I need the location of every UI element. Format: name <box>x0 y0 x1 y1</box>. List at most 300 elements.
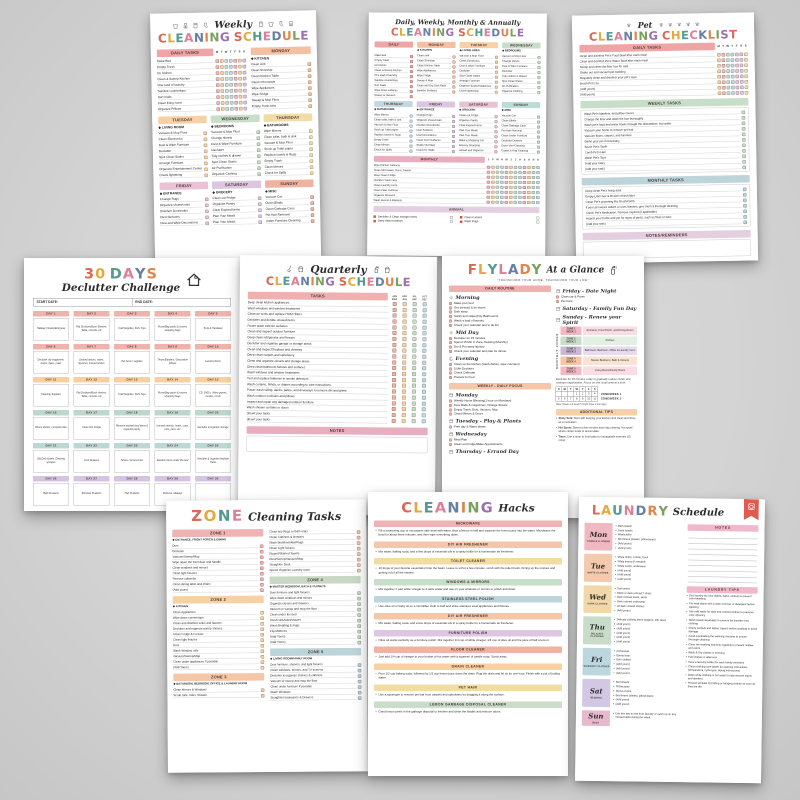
checkbox <box>518 176 522 179</box>
checkbox <box>357 635 361 639</box>
laundry-item-label: (Add yours) <box>617 573 632 577</box>
checkbox <box>204 132 208 136</box>
annual-column <box>373 214 453 224</box>
start-date-field: START DATE: <box>34 299 133 307</box>
task-label: Check lightening <box>459 89 493 94</box>
task-label: (Add Yours) <box>270 633 356 639</box>
checkbox <box>358 691 362 695</box>
laundry-tip <box>686 602 757 610</box>
task-label: Vacuum floors, carpets, and furniture <box>584 131 740 139</box>
bullet-icon: • <box>614 577 616 581</box>
checkbox <box>496 201 500 204</box>
calendar-row-label: ZONE/WEEK 2 <box>601 397 622 401</box>
routine-heading <box>556 306 637 312</box>
checkbox <box>392 314 396 318</box>
task-label: Clean under appliances if possible <box>173 659 259 665</box>
checkbox <box>204 162 208 166</box>
bullet-square <box>460 220 463 223</box>
page-title: L A U N D R Y <box>591 502 669 519</box>
quarter-cell-slot <box>409 390 418 394</box>
laundry-item-label: (Add yours) <box>615 698 630 702</box>
checkbox <box>238 65 242 69</box>
checkbox <box>410 60 413 63</box>
day-card <box>114 344 150 374</box>
day-label <box>582 710 610 726</box>
annual-row <box>460 220 540 224</box>
laundry-item <box>615 578 682 582</box>
quarter-cell-slot <box>419 419 428 423</box>
room-label: ◆ LIVING AREA <box>459 49 480 53</box>
tip-lead: Timer: <box>558 435 567 439</box>
quarter-cell-slot <box>390 308 399 312</box>
quarter-label: JUL SEP <box>412 295 417 301</box>
towel-icon <box>192 22 199 29</box>
checkbox <box>449 319 452 322</box>
monthly-header-row <box>374 156 540 163</box>
task-label: Wash pet's food and water bowls through the dishwasher. Hot water <box>584 120 740 128</box>
checkbox <box>537 76 540 79</box>
checkbox <box>358 674 362 678</box>
routine-label: Check your calendar and to do list <box>454 323 499 327</box>
task-label: Tidy clothes & drawer <box>502 74 536 79</box>
checkbox <box>743 210 747 214</box>
zone-header: ZONE 5 <box>270 648 361 656</box>
day-card-header: DAY 25 <box>195 443 231 449</box>
checkbox <box>718 92 722 96</box>
checkbox <box>743 199 747 203</box>
bullet-icon: • <box>685 681 687 685</box>
checkbox <box>258 220 262 224</box>
checkbox <box>717 64 721 68</box>
checkbox <box>308 62 312 66</box>
checkbox <box>736 86 740 90</box>
task-label: Check for Spills <box>374 147 408 152</box>
laundry-tip <box>686 627 757 635</box>
checkbox <box>537 86 540 89</box>
task-label: Clean Pet's grooming like Brush/comb <box>586 197 742 205</box>
checkbox <box>491 165 495 168</box>
routine-title: Evening <box>455 355 479 362</box>
checkbox <box>422 349 426 353</box>
task-label: (Add yours) <box>580 90 717 98</box>
month-letter: M <box>505 158 508 162</box>
checkbox <box>225 77 229 81</box>
calendar-day-letter: S <box>556 387 563 392</box>
checkbox <box>500 166 504 169</box>
bullet-icon: • <box>614 595 616 599</box>
day-letter: T <box>722 44 725 48</box>
quarter-cell-slot <box>420 337 429 341</box>
checkbox <box>412 314 416 318</box>
zone-row <box>561 366 638 375</box>
bullet-icon: • <box>614 622 616 626</box>
hack-header: MICROWAVE <box>374 520 562 527</box>
day-card-task: Remove expired food items & organize pantry <box>114 417 150 440</box>
checkbox <box>204 138 208 142</box>
task-label: Inspect your home and pet for signs of pests, such as fleas or ticks <box>586 213 742 221</box>
month-letter: A <box>519 158 521 162</box>
checkbox <box>234 65 238 69</box>
day-card <box>582 710 680 727</box>
checkbox <box>238 83 242 87</box>
bullet-icon: • <box>613 640 615 644</box>
zone-area-cell: Master Bedroom, Bath & Closets <box>583 356 637 365</box>
page-title: F L Y L A D Y <box>467 262 543 278</box>
laundry-tip <box>686 665 757 673</box>
checkbox <box>410 55 413 58</box>
checkbox <box>717 75 721 79</box>
task-label: Declutter <box>211 146 255 153</box>
bullet-icon: • <box>375 710 377 714</box>
calendar-row-label: ZONE/WEEK 1 <box>601 392 622 396</box>
task-label: Declutter and donate unused items <box>248 317 389 324</box>
day-card <box>114 476 150 506</box>
day-card-header: DAY 19 <box>155 410 191 416</box>
hack-text <box>376 621 561 625</box>
bullet-icon: • <box>614 635 615 639</box>
cal-icon <box>556 318 561 323</box>
laundry-item-label: White shirts, t-shirts, frock <box>617 555 649 560</box>
routine-label: 5 Min Declutter <box>454 367 474 371</box>
page-header <box>33 265 231 294</box>
checkbox <box>449 367 452 370</box>
hack-header: WINDOWS & MIRRORS <box>374 579 562 586</box>
laundry-item-label: (Add yours) <box>616 662 630 667</box>
checkbox <box>410 115 413 118</box>
checkbox <box>357 569 361 573</box>
checkbox <box>740 75 744 79</box>
task-row <box>173 692 264 698</box>
routine-item <box>449 372 551 375</box>
checkbox <box>409 140 412 143</box>
task-label: Wipe Mirrors <box>374 112 408 117</box>
month-letter: J <box>487 158 490 162</box>
task-label: Bathe your pet if necessary <box>585 136 741 144</box>
task-row <box>173 664 264 670</box>
checkbox <box>260 628 264 632</box>
bullet-square <box>460 216 463 219</box>
checkbox <box>742 144 746 148</box>
bullet-icon: • <box>375 672 377 676</box>
hack-header: STAINLESS STEEL POLISH <box>374 596 562 603</box>
task-label: (Add your task) <box>585 164 741 172</box>
hack-description: Olive oil works perfectly as a furniture polish. Mix together 1/4 cup of white vinegar, 1/4 cup of olive oil and the juice of half a lemon. <box>378 638 550 642</box>
laundry-item-label: Use this day to rest from laundry or catch up on any missed tasks during the week. <box>615 712 677 720</box>
checkbox <box>422 355 426 359</box>
zone-week-cell <box>561 346 582 355</box>
day-header: MONDAY <box>251 46 311 55</box>
day-name: Tue <box>590 562 606 571</box>
checkbox <box>308 98 312 102</box>
checkbox <box>412 390 416 394</box>
checkbox <box>726 58 730 62</box>
checkbox <box>412 355 416 359</box>
checkbox <box>309 153 313 157</box>
day-letter: T <box>731 44 734 48</box>
checkbox <box>392 308 396 312</box>
checkbox <box>536 216 539 219</box>
task-row <box>270 694 361 700</box>
checkbox <box>234 107 238 111</box>
quarter-cell-slot <box>409 384 418 388</box>
checkbox <box>238 71 242 75</box>
task-label: Clean air vents and replace HVAC filters <box>248 311 389 318</box>
paw-icon <box>676 22 682 28</box>
quarter-cell-slot <box>400 372 409 376</box>
page-laundry-schedule <box>575 497 765 784</box>
checkbox <box>494 145 497 148</box>
checkbox <box>216 83 220 87</box>
checkbox <box>452 90 455 93</box>
day-letter: S <box>744 44 747 48</box>
day-card-task: Unused decors, vases, figurines, framed photos <box>74 351 110 374</box>
task-label: Grocery Shopping <box>459 143 493 148</box>
checkbox <box>527 201 531 204</box>
page-flylady-at-a-glance <box>442 256 644 518</box>
calendar-cell: 5 <box>556 396 563 401</box>
checkbox <box>496 196 500 199</box>
bullet-icon: • <box>614 587 616 591</box>
laundry-tip <box>685 674 756 682</box>
checkbox <box>509 201 513 204</box>
calendar-cell: 3 <box>586 391 593 396</box>
checkbox <box>258 196 262 200</box>
task-label: Clean Cabinets & Drawers <box>269 534 355 540</box>
checkbox <box>500 191 504 194</box>
checkbox <box>735 69 739 73</box>
checkbox <box>744 53 748 57</box>
task-label: Clean Mirrors & Windows <box>173 687 259 693</box>
tip-body: Spend a few minutes each day clearing "hot spots" where clutter tends to accumulate. <box>558 426 634 433</box>
bullet-icon: • <box>615 529 617 533</box>
task-label: Empty Litter box & fill with refresh litter <box>585 191 741 199</box>
task-label: Clear Expired Items <box>213 206 257 213</box>
room-label: ◆ ENTRANCE <box>416 108 435 112</box>
routine-title: Tuesday - Play & Plants <box>455 418 522 425</box>
checkbox <box>392 401 396 405</box>
day-card-header: DAY 10 <box>195 344 231 350</box>
checkbox <box>736 91 740 95</box>
bullet-icon: • <box>685 651 687 655</box>
checkbox <box>740 64 744 68</box>
day-column <box>417 42 456 99</box>
tip-body: Start with keeping your kitchen sink clean and shiny as a motivation <box>558 417 636 424</box>
checkbox <box>422 320 426 324</box>
checkbox <box>422 402 426 406</box>
task-label: Do Dishes <box>157 69 215 76</box>
checkbox <box>743 193 747 197</box>
task-label: Wash windows and window treatments <box>248 306 389 313</box>
task-label: Unload and Organize <box>459 148 493 153</box>
checkbox <box>505 196 509 199</box>
checkbox <box>494 135 497 138</box>
checkbox <box>537 131 540 134</box>
checkbox <box>402 407 406 411</box>
bucket-icon <box>384 266 392 274</box>
checkbox <box>452 140 455 143</box>
checkbox <box>487 170 491 173</box>
checkbox <box>357 536 361 540</box>
quarter-cell-slot <box>410 355 419 359</box>
checkbox <box>722 86 726 90</box>
checkbox <box>392 366 396 370</box>
section-header: MONTHLY <box>374 156 485 163</box>
task-label: Wipe down the front door and handle <box>172 559 258 565</box>
task-label: Clean Garbage Cans <box>502 123 536 128</box>
checkbox <box>204 150 208 154</box>
checkbox <box>216 65 220 69</box>
checkbox <box>309 135 313 139</box>
task-label: Clean microwave <box>251 78 306 85</box>
checkbox <box>509 176 513 179</box>
task-label: Brush Pet's fur <box>580 79 717 87</box>
day-letter: S <box>238 50 241 54</box>
day-card <box>74 311 110 341</box>
routine-title: Morning <box>455 295 480 301</box>
paw-icon <box>685 22 691 28</box>
room-label: ◆ KITCHEN <box>417 48 432 52</box>
quarter-cell-slot <box>409 401 418 405</box>
checkbox <box>229 83 233 87</box>
laundry-item-label: Dark jeans <box>617 587 630 591</box>
day-block <box>251 46 312 109</box>
checkbox <box>731 91 735 95</box>
day-card-task: Flat Surfaces/Book shelves, Table, console, etc <box>74 384 110 407</box>
laundry-item-label: (Add yours) <box>616 631 631 635</box>
task-label: Scrub Sink, toilet, Shower <box>173 692 259 698</box>
task-label: Deep clean kitchen appliances. <box>248 300 389 307</box>
checkbox <box>221 101 225 105</box>
hack-header: TOILET CLEANER <box>374 558 562 565</box>
checkbox <box>261 655 265 659</box>
laundry-item-label: Dark colored dress, skirts <box>616 595 647 600</box>
task-label: Vacuum & Mop Floor <box>502 54 536 59</box>
day-card-header: DAY 15 <box>195 377 231 383</box>
checkbox <box>452 80 455 83</box>
quarter-cell-slot <box>400 378 409 382</box>
checkbox <box>392 354 396 358</box>
calendar-day-letter: M <box>562 387 569 392</box>
laundry-item-label: (Add yours) <box>617 542 632 546</box>
checkbox <box>238 59 242 63</box>
task-label: Vacuum/Sweep/Mop <box>172 554 258 560</box>
routine-heading <box>449 393 551 399</box>
quarter-cell-slot <box>399 395 408 399</box>
quarter-cell-slot <box>390 337 399 341</box>
checkbox <box>392 395 396 399</box>
checkbox <box>449 376 452 379</box>
task-label: Clean light fixtures <box>173 637 259 643</box>
checkbox <box>402 320 406 324</box>
routine-item <box>449 363 551 366</box>
checkbox <box>518 201 522 204</box>
day-header: WEDNESDAY <box>502 42 541 48</box>
task-label: Dust and Wipe Decorations <box>160 219 204 226</box>
day-card-header: DAY 6 <box>33 344 69 350</box>
checkbox <box>505 191 509 194</box>
checkbox <box>536 176 540 179</box>
bullet-icon: • <box>686 610 688 614</box>
day-card-header: DAY 26 <box>33 476 69 482</box>
week-number: WEEK 4 <box>566 360 576 364</box>
checkbox <box>412 331 416 335</box>
day-block <box>263 113 313 176</box>
checkbox <box>422 337 426 341</box>
quarter-cell-slot <box>390 331 399 335</box>
quarter-cell-slot <box>420 343 429 347</box>
checkbox <box>309 147 313 151</box>
daily-routine-column <box>449 286 551 456</box>
checkbox <box>453 55 456 58</box>
day-schedule-column <box>582 523 683 731</box>
calendar-day-letter: S <box>592 387 599 392</box>
checkbox <box>449 408 452 411</box>
day-column <box>502 42 541 99</box>
task-row <box>416 148 455 153</box>
task-label: Clean Mirrors <box>264 163 308 170</box>
section-header: ANNUAL <box>373 206 539 213</box>
checkbox <box>412 396 416 400</box>
quarter-cell-slot <box>399 407 408 411</box>
task-label: Remove cobwebs <box>173 576 259 582</box>
task-label: Power wash siding, decks, patios, and driveways to remove dirt and grime <box>247 387 388 394</box>
bullet-icon: • <box>613 689 615 693</box>
checkbox <box>409 150 412 153</box>
task-label: Dust & Wipe Furniture <box>502 64 536 69</box>
checkbox <box>731 80 735 84</box>
checkbox <box>742 127 746 131</box>
checkbox <box>220 83 224 87</box>
day-letter: M <box>215 50 219 54</box>
checkbox <box>221 89 225 93</box>
routine-label: Declutter for 15 minutes <box>454 336 486 340</box>
checkbox <box>505 171 509 174</box>
bullet-icon: • <box>614 591 616 595</box>
checkbox <box>726 53 730 57</box>
checkbox <box>742 138 746 142</box>
zone-number: ZONE 4 <box>566 357 576 361</box>
checkbox <box>261 689 265 693</box>
task-label: Deep clean carpets and upholstery <box>247 352 388 359</box>
task-label: Deep clean Pet's living area <box>585 186 741 194</box>
checkbox <box>260 545 264 549</box>
laundry-tip <box>686 656 757 660</box>
checkbox <box>449 315 452 318</box>
checkbox <box>487 165 491 168</box>
checkbox <box>220 65 224 69</box>
annual-row <box>373 215 453 219</box>
checkbox <box>392 378 396 382</box>
task-label: Speed Organize Laundry room <box>270 567 356 573</box>
task-label: Vacuum & Mop Floor <box>211 128 255 135</box>
task-label: Spot Clean Stains <box>159 153 203 160</box>
checkbox <box>495 71 498 74</box>
laundry-tip-text: Fold clothes in afternoon <box>688 655 718 660</box>
page-title: 3 0 D A Y S <box>84 265 158 282</box>
routine-item <box>556 300 637 303</box>
routine-title: Sunday - Renew your Spirit <box>562 314 622 326</box>
room-label: ◆ MISC <box>265 189 277 194</box>
quarter-cell-slot <box>400 355 409 359</box>
checkbox <box>718 81 722 85</box>
day-name: Fri <box>591 655 603 665</box>
task-label: Organize Clothing <box>502 89 536 94</box>
checkbox <box>221 107 225 111</box>
day-card-task: Hair Products <box>114 483 150 506</box>
day-card-header: DAY 23 <box>114 443 150 449</box>
zone-week-cell <box>561 336 582 345</box>
bullet-icon: • <box>613 694 615 698</box>
